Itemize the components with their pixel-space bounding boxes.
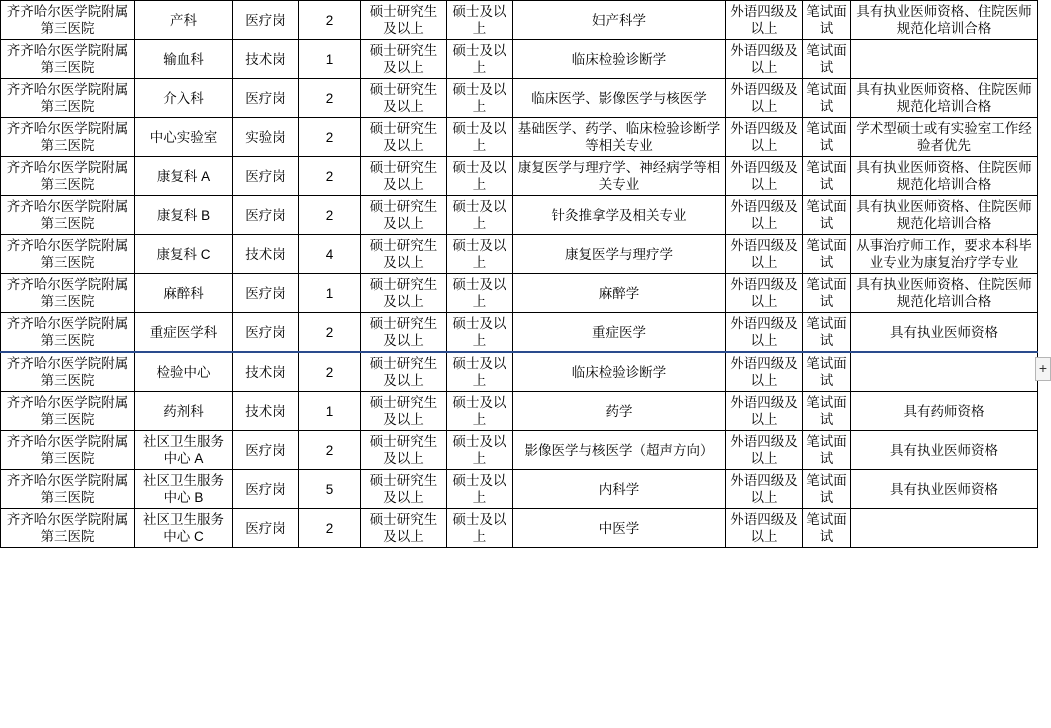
cell-education: 硕士研究生及以上 bbox=[361, 352, 447, 392]
cell-language: 外语四级及以上 bbox=[726, 392, 803, 431]
cell-major: 基础医学、药学、临床检验诊断学等相关专业 bbox=[513, 118, 726, 157]
cell-organization: 齐齐哈尔医学院附属第三医院 bbox=[1, 196, 135, 235]
table-row bbox=[1, 431, 1038, 470]
cell-language: 外语四级及以上 bbox=[726, 470, 803, 509]
cell-language: 外语四级及以上 bbox=[726, 274, 803, 313]
cell-other-conditions: 具有执业医师资格、住院医师规范化培训合格 bbox=[851, 196, 1038, 235]
cell-organization: 齐齐哈尔医学院附属第三医院 bbox=[1, 118, 135, 157]
table-row bbox=[1, 235, 1038, 274]
cell-post-type: 技术岗 bbox=[233, 40, 299, 79]
cell-major: 妇产科学 bbox=[513, 1, 726, 40]
cell-exam-method: 笔试面试 bbox=[803, 196, 851, 235]
cell-post-type: 医疗岗 bbox=[233, 431, 299, 470]
table-row bbox=[1, 196, 1038, 235]
cell-major: 药学 bbox=[513, 392, 726, 431]
cell-education: 硕士研究生及以上 bbox=[361, 274, 447, 313]
cell-exam-method: 笔试面试 bbox=[803, 313, 851, 353]
cell-education: 硕士研究生及以上 bbox=[361, 196, 447, 235]
table-row bbox=[1, 118, 1038, 157]
cell-post-type: 医疗岗 bbox=[233, 313, 299, 353]
cell-major: 临床检验诊断学 bbox=[513, 352, 726, 392]
cell-degree: 硕士及以上 bbox=[447, 1, 513, 40]
cell-education: 硕士研究生及以上 bbox=[361, 79, 447, 118]
table-row bbox=[1, 157, 1038, 196]
cell-department: 康复科 A bbox=[135, 157, 233, 196]
cell-other-conditions: 学术型硕士或有实验室工作经验者优先 bbox=[851, 118, 1038, 157]
cell-post-type: 技术岗 bbox=[233, 392, 299, 431]
cell-education: 硕士研究生及以上 bbox=[361, 118, 447, 157]
cell-organization: 齐齐哈尔医学院附属第三医院 bbox=[1, 40, 135, 79]
cell-major: 中医学 bbox=[513, 509, 726, 548]
cell-department: 麻醉科 bbox=[135, 274, 233, 313]
cell-exam-method: 笔试面试 bbox=[803, 40, 851, 79]
cell-other-conditions: 具有执业医师资格 bbox=[851, 313, 1038, 353]
table-row bbox=[1, 40, 1038, 79]
cell-organization: 齐齐哈尔医学院附属第三医院 bbox=[1, 79, 135, 118]
cell-post-type: 医疗岗 bbox=[233, 274, 299, 313]
cell-education: 硕士研究生及以上 bbox=[361, 40, 447, 79]
cell-headcount: 2 bbox=[299, 79, 361, 118]
cell-other-conditions: 具有执业医师资格 bbox=[851, 431, 1038, 470]
cell-language: 外语四级及以上 bbox=[726, 79, 803, 118]
cell-degree: 硕士及以上 bbox=[447, 235, 513, 274]
cell-headcount: 1 bbox=[299, 392, 361, 431]
cell-language: 外语四级及以上 bbox=[726, 157, 803, 196]
cell-exam-method: 笔试面试 bbox=[803, 509, 851, 548]
cell-headcount: 2 bbox=[299, 431, 361, 470]
cell-post-type: 医疗岗 bbox=[233, 1, 299, 40]
cell-post-type: 医疗岗 bbox=[233, 157, 299, 196]
cell-post-type: 医疗岗 bbox=[233, 470, 299, 509]
cell-degree: 硕士及以上 bbox=[447, 157, 513, 196]
cell-headcount: 1 bbox=[299, 40, 361, 79]
cell-other-conditions bbox=[851, 352, 1038, 392]
cell-exam-method: 笔试面试 bbox=[803, 274, 851, 313]
table-row bbox=[1, 313, 1038, 353]
cell-language: 外语四级及以上 bbox=[726, 1, 803, 40]
cell-education: 硕士研究生及以上 bbox=[361, 509, 447, 548]
cell-exam-method: 笔试面试 bbox=[803, 1, 851, 40]
cell-exam-method: 笔试面试 bbox=[803, 352, 851, 392]
cell-organization: 齐齐哈尔医学院附属第三医院 bbox=[1, 509, 135, 548]
cell-post-type: 技术岗 bbox=[233, 352, 299, 392]
cell-department: 输血科 bbox=[135, 40, 233, 79]
cell-headcount: 5 bbox=[299, 470, 361, 509]
cell-degree: 硕士及以上 bbox=[447, 274, 513, 313]
cell-language: 外语四级及以上 bbox=[726, 352, 803, 392]
cell-exam-method: 笔试面试 bbox=[803, 392, 851, 431]
cell-headcount: 2 bbox=[299, 1, 361, 40]
cell-other-conditions bbox=[851, 40, 1038, 79]
cell-major: 影像医学与核医学（超声方向） bbox=[513, 431, 726, 470]
cell-headcount: 2 bbox=[299, 509, 361, 548]
cell-other-conditions bbox=[851, 509, 1038, 548]
cell-organization: 齐齐哈尔医学院附属第三医院 bbox=[1, 352, 135, 392]
cell-department: 中心实验室 bbox=[135, 118, 233, 157]
cell-education: 硕士研究生及以上 bbox=[361, 431, 447, 470]
cell-headcount: 2 bbox=[299, 196, 361, 235]
cell-education: 硕士研究生及以上 bbox=[361, 1, 447, 40]
cell-major: 康复医学与理疗学、神经病学等相关专业 bbox=[513, 157, 726, 196]
cell-post-type: 医疗岗 bbox=[233, 196, 299, 235]
cell-organization: 齐齐哈尔医学院附属第三医院 bbox=[1, 274, 135, 313]
cell-education: 硕士研究生及以上 bbox=[361, 392, 447, 431]
cell-degree: 硕士及以上 bbox=[447, 431, 513, 470]
cell-department: 社区卫生服务中心 C bbox=[135, 509, 233, 548]
cell-major: 康复医学与理疗学 bbox=[513, 235, 726, 274]
cell-degree: 硕士及以上 bbox=[447, 40, 513, 79]
cell-organization: 齐齐哈尔医学院附属第三医院 bbox=[1, 431, 135, 470]
table-row bbox=[1, 509, 1038, 548]
cell-other-conditions: 具有执业医师资格、住院医师规范化培训合格 bbox=[851, 79, 1038, 118]
cell-major: 针灸推拿学及相关专业 bbox=[513, 196, 726, 235]
cell-exam-method: 笔试面试 bbox=[803, 235, 851, 274]
cell-degree: 硕士及以上 bbox=[447, 352, 513, 392]
cell-exam-method: 笔试面试 bbox=[803, 431, 851, 470]
cell-other-conditions: 具有执业医师资格、住院医师规范化培训合格 bbox=[851, 157, 1038, 196]
cell-post-type: 技术岗 bbox=[233, 235, 299, 274]
cell-language: 外语四级及以上 bbox=[726, 196, 803, 235]
cell-degree: 硕士及以上 bbox=[447, 118, 513, 157]
table-row bbox=[1, 392, 1038, 431]
cell-degree: 硕士及以上 bbox=[447, 79, 513, 118]
cell-major: 重症医学 bbox=[513, 313, 726, 353]
cell-degree: 硕士及以上 bbox=[447, 470, 513, 509]
cell-language: 外语四级及以上 bbox=[726, 431, 803, 470]
cell-major: 内科学 bbox=[513, 470, 726, 509]
cell-other-conditions: 具有执业医师资格 bbox=[851, 470, 1038, 509]
cell-other-conditions: 具有药师资格 bbox=[851, 392, 1038, 431]
cell-exam-method: 笔试面试 bbox=[803, 118, 851, 157]
cell-degree: 硕士及以上 bbox=[447, 313, 513, 353]
cell-headcount: 2 bbox=[299, 118, 361, 157]
cell-department: 介入科 bbox=[135, 79, 233, 118]
table-row bbox=[1, 352, 1038, 392]
table-row bbox=[1, 79, 1038, 118]
cell-department: 康复科 B bbox=[135, 196, 233, 235]
cell-major: 麻醉学 bbox=[513, 274, 726, 313]
cell-post-type: 医疗岗 bbox=[233, 509, 299, 548]
cell-other-conditions: 从事治疗师工作，要求本科毕业专业为康复治疗学专业 bbox=[851, 235, 1038, 274]
cell-organization: 齐齐哈尔医学院附属第三医院 bbox=[1, 470, 135, 509]
cell-department: 产科 bbox=[135, 1, 233, 40]
cell-language: 外语四级及以上 bbox=[726, 313, 803, 353]
cell-department: 社区卫生服务中心 B bbox=[135, 470, 233, 509]
cell-exam-method: 笔试面试 bbox=[803, 470, 851, 509]
cell-headcount: 4 bbox=[299, 235, 361, 274]
cell-other-conditions: 具有执业医师资格、住院医师规范化培训合格 bbox=[851, 274, 1038, 313]
table-row bbox=[1, 470, 1038, 509]
cell-department: 检验中心 bbox=[135, 352, 233, 392]
cell-headcount: 2 bbox=[299, 157, 361, 196]
cell-headcount: 2 bbox=[299, 313, 361, 353]
cell-education: 硕士研究生及以上 bbox=[361, 313, 447, 353]
cell-department: 社区卫生服务中心 A bbox=[135, 431, 233, 470]
cell-education: 硕士研究生及以上 bbox=[361, 235, 447, 274]
cell-post-type: 实验岗 bbox=[233, 118, 299, 157]
cell-education: 硕士研究生及以上 bbox=[361, 157, 447, 196]
cell-organization: 齐齐哈尔医学院附属第三医院 bbox=[1, 392, 135, 431]
cell-major: 临床医学、影像医学与核医学 bbox=[513, 79, 726, 118]
table-row bbox=[1, 274, 1038, 313]
cell-language: 外语四级及以上 bbox=[726, 118, 803, 157]
cell-degree: 硕士及以上 bbox=[447, 196, 513, 235]
cell-language: 外语四级及以上 bbox=[726, 509, 803, 548]
cell-headcount: 1 bbox=[299, 274, 361, 313]
cell-post-type: 医疗岗 bbox=[233, 79, 299, 118]
cell-degree: 硕士及以上 bbox=[447, 392, 513, 431]
table-row bbox=[1, 1, 1038, 40]
cell-major: 临床检验诊断学 bbox=[513, 40, 726, 79]
cell-language: 外语四级及以上 bbox=[726, 40, 803, 79]
cell-education: 硕士研究生及以上 bbox=[361, 470, 447, 509]
cell-department: 重症医学科 bbox=[135, 313, 233, 353]
cell-organization: 齐齐哈尔医学院附属第三医院 bbox=[1, 157, 135, 196]
cell-other-conditions: 具有执业医师资格、住院医师规范化培训合格 bbox=[851, 1, 1038, 40]
cell-department: 康复科 C bbox=[135, 235, 233, 274]
cell-department: 药剂科 bbox=[135, 392, 233, 431]
cell-language: 外语四级及以上 bbox=[726, 235, 803, 274]
cell-degree: 硕士及以上 bbox=[447, 509, 513, 548]
cell-organization: 齐齐哈尔医学院附属第三医院 bbox=[1, 1, 135, 40]
cell-exam-method: 笔试面试 bbox=[803, 157, 851, 196]
cell-headcount: 2 bbox=[299, 352, 361, 392]
cell-exam-method: 笔试面试 bbox=[803, 79, 851, 118]
expand-button[interactable]: + bbox=[1035, 357, 1051, 381]
cell-organization: 齐齐哈尔医学院附属第三医院 bbox=[1, 235, 135, 274]
cell-organization: 齐齐哈尔医学院附属第三医院 bbox=[1, 313, 135, 353]
